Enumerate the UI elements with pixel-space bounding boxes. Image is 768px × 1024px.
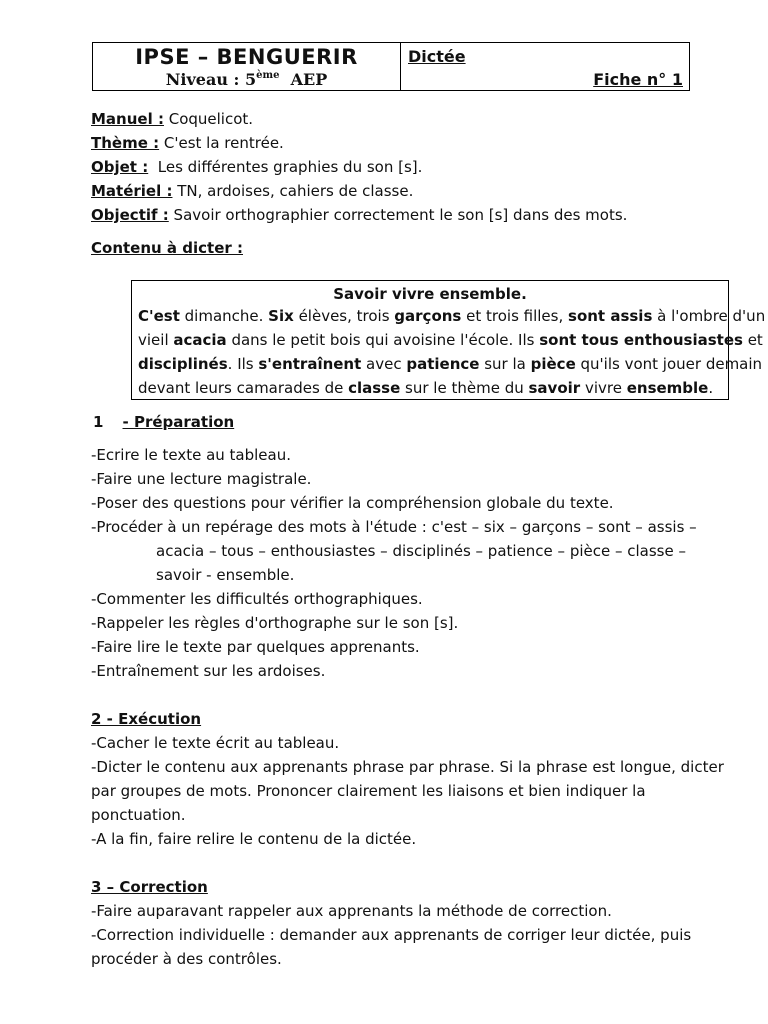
- dictation-line: [138, 304, 765, 328]
- prep-step: -Faire lire le texte par quelques apprenants.: [91, 638, 420, 656]
- dictation-word-bold: garçons: [394, 307, 462, 325]
- dictation-text: dans le petit bois qui avoisine l'école. Ils: [226, 331, 540, 349]
- prep-step: -Poser des questions pour vérifier la compréhension globale du texte.: [91, 494, 614, 512]
- dictation-line: [138, 328, 763, 352]
- subject-label: Dictée: [408, 47, 466, 66]
- dictation-word-bold: Six: [268, 307, 294, 325]
- correction-step: procéder à des contrôles.: [91, 950, 282, 968]
- dictation-word-bold: sont assis: [568, 307, 653, 325]
- dictation-text: sur le thème du: [400, 379, 529, 397]
- exec-step: -A la fin, faire relire le contenu de la dictée.: [91, 830, 417, 848]
- dictation-word-bold: pièce: [530, 355, 576, 373]
- fiche-number: Fiche n° 1: [593, 70, 683, 89]
- prep-step: -Rappeler les règles d'orthographe sur le son [s].: [91, 614, 459, 632]
- meta-theme: Thème : C'est la rentrée.: [91, 134, 284, 152]
- prep-step-cont: acacia – tous – enthousiastes – disciplinés – patience – pièce – classe –: [156, 542, 686, 560]
- prep-step: -Entraînement sur les ardoises.: [91, 662, 326, 680]
- meta-objet: Objet : Les différentes graphies du son [s].: [91, 158, 423, 176]
- level-label: Niveau : 5ème AEP: [165, 70, 328, 89]
- dictation-word-bold: s'entraînent: [258, 355, 362, 373]
- dictation-text: vieil: [138, 331, 174, 349]
- dictation-title: Savoir vivre ensemble.: [333, 285, 527, 303]
- section-3-heading: 3 – Correction: [91, 878, 208, 896]
- dictation-word-bold: patience: [406, 355, 480, 373]
- dictation-word-bold: C'est: [138, 307, 180, 325]
- dictation-text: à l'ombre d'un: [652, 307, 766, 325]
- dictation-word-bold: disciplinés: [138, 355, 228, 373]
- exec-step: par groupes de mots. Prononcer clairement les liaisons et bien indiquer la: [91, 782, 646, 800]
- dictation-word-bold: classe: [348, 379, 401, 397]
- section-2-heading: 2 - Exécution: [91, 710, 202, 728]
- dictation-text: .: [708, 379, 714, 397]
- dictation-text: dimanche.: [179, 307, 269, 325]
- prep-step: -Ecrire le texte au tableau.: [91, 446, 291, 464]
- prep-step: -Faire une lecture magistrale.: [91, 470, 312, 488]
- contenu-label: Contenu à dicter :: [91, 239, 243, 257]
- dictation-text: devant leurs camarades de: [138, 379, 349, 397]
- dictation-word-bold: sont tous enthousiastes: [539, 331, 743, 349]
- dictation-text: . Ils: [227, 355, 259, 373]
- header-table: [92, 42, 690, 91]
- dictation-text: et trois filles,: [461, 307, 569, 325]
- dictation-word-bold: acacia: [173, 331, 227, 349]
- dictation-word-bold: ensemble: [626, 379, 709, 397]
- meta-objectif: Objectif : Savoir orthographier correctement le son [s] dans des mots.: [91, 206, 628, 224]
- exec-step: -Dicter le contenu aux apprenants phrase par phrase. Si la phrase est longue, dicter: [91, 758, 724, 776]
- dictation-text: qu'ils vont jouer demain: [575, 355, 763, 373]
- dictation-line: [138, 376, 713, 400]
- dictation-line: [138, 352, 762, 376]
- dictation-text: avec: [361, 355, 407, 373]
- school-name: IPSE – BENGUERIR: [135, 45, 358, 69]
- section-1-heading: 1 - Préparation: [93, 413, 235, 431]
- prep-step-cont: savoir - ensemble.: [156, 566, 295, 584]
- correction-step: -Faire auparavant rappeler aux apprenants la méthode de correction.: [91, 902, 612, 920]
- dictation-word-bold: savoir: [528, 379, 581, 397]
- prep-step: -Commenter les difficultés orthographiques.: [91, 590, 423, 608]
- header-divider: [400, 43, 401, 90]
- dictation-box: [131, 280, 766, 400]
- meta-materiel: Matériel : TN, ardoises, cahiers de classe.: [91, 182, 414, 200]
- dictation-text: sur la: [479, 355, 531, 373]
- meta-manuel: Manuel : Coquelicot.: [91, 110, 254, 128]
- dictation-text: élèves, trois: [293, 307, 395, 325]
- prep-step: -Procéder à un repérage des mots à l'étude : c'est – six – garçons – sont – assis –: [91, 518, 697, 536]
- correction-step: -Correction individuelle : demander aux apprenants de corriger leur dictée, puis: [91, 926, 692, 944]
- dictation-text: vivre: [580, 379, 627, 397]
- exec-step: -Cacher le texte écrit au tableau.: [91, 734, 340, 752]
- dictation-text: et: [742, 331, 763, 349]
- exec-step: ponctuation.: [91, 806, 186, 824]
